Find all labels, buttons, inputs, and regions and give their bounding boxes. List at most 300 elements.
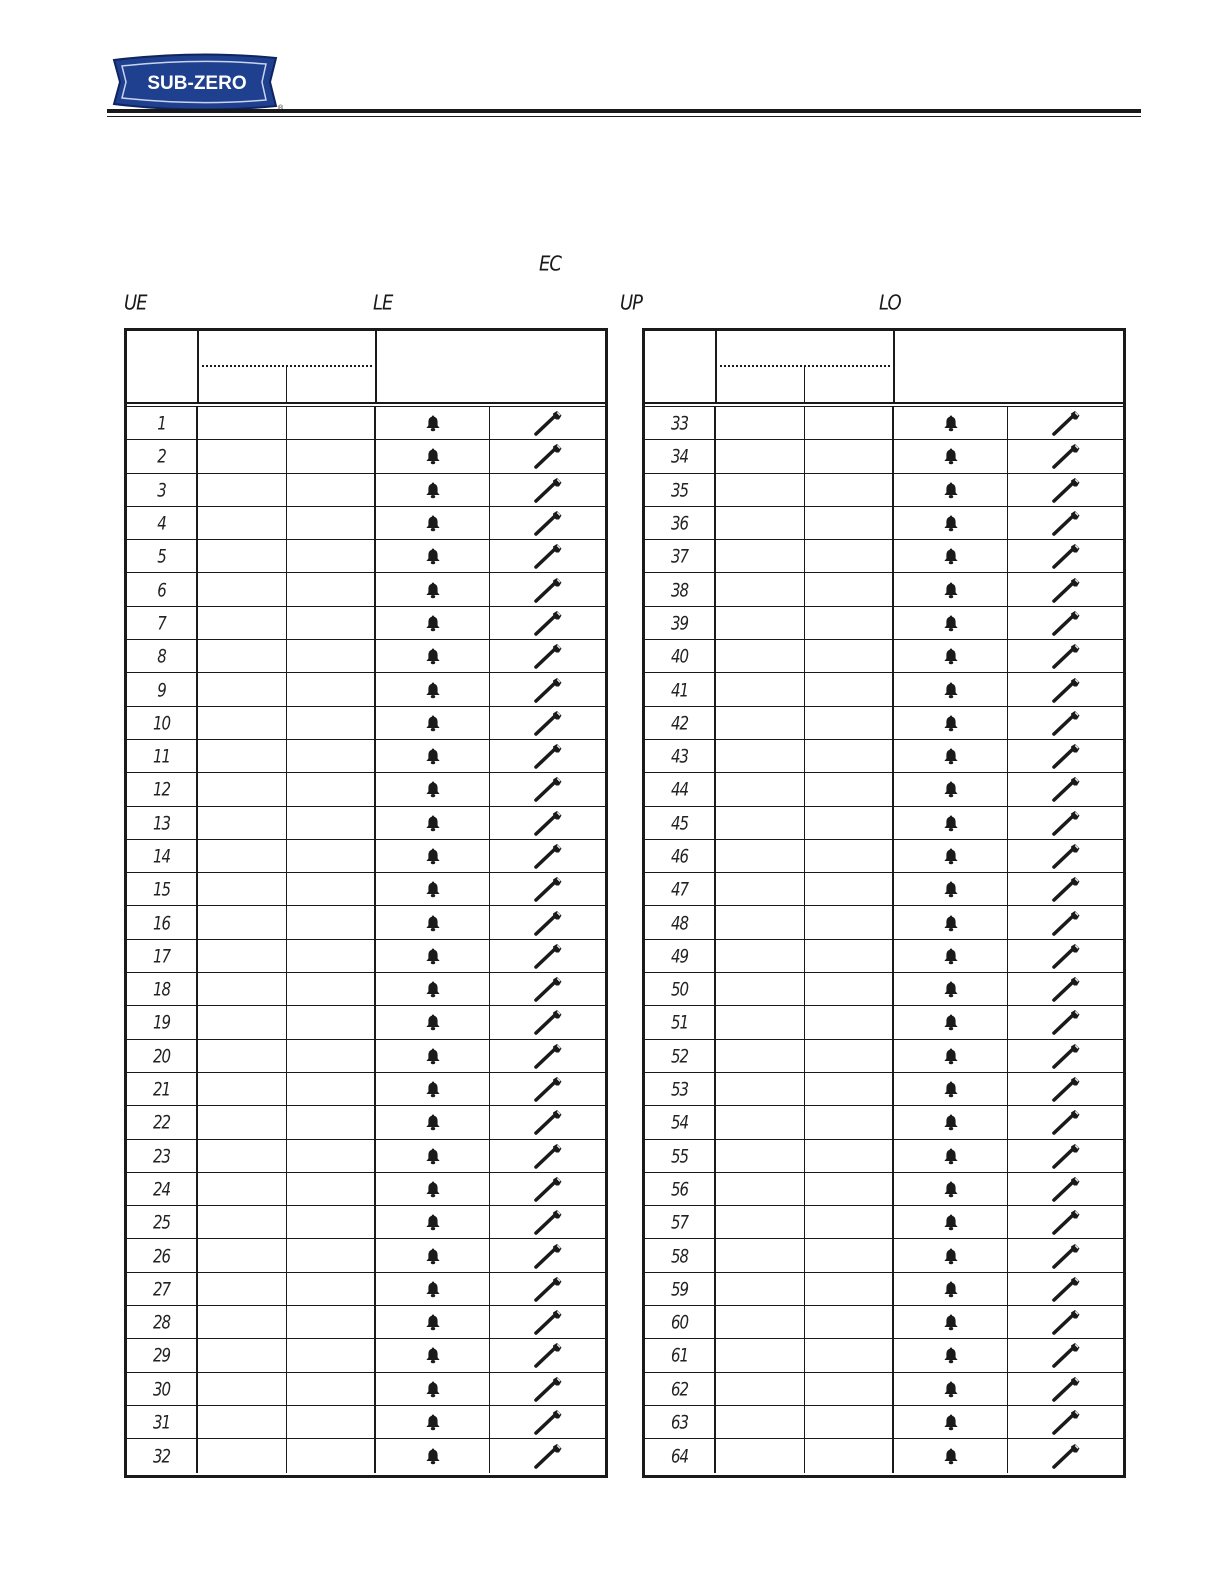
wrench-icon (533, 1109, 563, 1135)
entry-cell (287, 773, 376, 805)
service-cell (490, 1140, 605, 1172)
bell-icon (425, 647, 441, 665)
service-cell (1008, 1173, 1123, 1205)
wrench-icon (1051, 943, 1081, 969)
row-number-cell (645, 973, 716, 1005)
entry-cell (198, 1306, 287, 1338)
row-number: 57 (670, 1211, 689, 1234)
entry-cell (805, 1006, 894, 1038)
table-row (127, 1239, 605, 1272)
entry-cell (198, 773, 287, 805)
bell-icon (943, 747, 959, 765)
table-header (645, 331, 1123, 403)
bell-icon (943, 481, 959, 499)
entry-cell (287, 1306, 376, 1338)
table-row (127, 1106, 605, 1139)
row-number: 26 (152, 1244, 171, 1267)
row-number-cell (645, 773, 716, 805)
wrench-icon (533, 710, 563, 736)
wrench-icon (533, 1243, 563, 1269)
service-cell (1008, 440, 1123, 472)
alarm-cell (376, 1140, 490, 1172)
row-number: 25 (152, 1211, 171, 1234)
entry-cell (198, 1006, 287, 1038)
bell-icon (943, 514, 959, 532)
entry-cell (805, 740, 894, 772)
service-cell (1008, 1106, 1123, 1138)
alarm-cell (894, 440, 1008, 472)
row-number-cell (645, 607, 716, 639)
bell-icon (425, 980, 441, 998)
entry-cell (198, 1339, 287, 1371)
bell-icon (425, 847, 441, 865)
entry-cell (287, 474, 376, 506)
alarm-cell (894, 840, 1008, 872)
service-cell (490, 773, 605, 805)
entry-cell (716, 1106, 805, 1138)
row-number: 34 (670, 445, 689, 468)
table-row (127, 440, 605, 473)
bell-icon (425, 1147, 441, 1165)
alarm-cell (894, 773, 1008, 805)
code-ec: EC (539, 252, 561, 277)
wrench-icon (533, 443, 563, 469)
wrench-icon (1051, 710, 1081, 736)
wrench-icon (533, 743, 563, 769)
entry-cell (198, 640, 287, 672)
bell-icon (943, 1080, 959, 1098)
service-cell (1008, 873, 1123, 905)
alarm-cell (376, 773, 490, 805)
wrench-icon (1051, 976, 1081, 1002)
entry-cell (805, 540, 894, 572)
service-cell (490, 607, 605, 639)
alarm-cell (894, 573, 1008, 605)
service-cell (1008, 906, 1123, 938)
table-row (645, 407, 1123, 440)
row-number: 30 (152, 1377, 171, 1400)
bell-icon (425, 1113, 441, 1131)
alarm-cell (376, 673, 490, 705)
table-row (645, 773, 1123, 806)
bell-icon (943, 581, 959, 599)
row-number-cell (127, 906, 198, 938)
entry-cell (805, 407, 894, 439)
row-number-cell (645, 1439, 716, 1472)
wrench-icon (533, 577, 563, 603)
alarm-cell (376, 1273, 490, 1305)
table-row (127, 573, 605, 606)
entry-cell (287, 807, 376, 839)
entry-cell (716, 607, 805, 639)
entry-cell (287, 440, 376, 472)
row-number-cell (645, 1206, 716, 1238)
alarm-cell (376, 573, 490, 605)
entry-cell (287, 540, 376, 572)
service-cell (1008, 507, 1123, 539)
row-number: 52 (670, 1044, 689, 1068)
service-cell (490, 873, 605, 905)
row-number: 19 (152, 1011, 171, 1034)
row-number-cell (127, 573, 198, 605)
service-cell (490, 1206, 605, 1238)
wrench-icon (1051, 1309, 1081, 1335)
table-row (127, 474, 605, 507)
table-row (127, 1273, 605, 1306)
bell-icon (425, 947, 441, 965)
wrench-icon (1051, 1409, 1081, 1435)
alarm-cell (376, 1439, 490, 1472)
entry-cell (198, 1439, 287, 1472)
entry-cell (805, 1273, 894, 1305)
alarm-cell (376, 707, 490, 739)
entry-cell (716, 1140, 805, 1172)
bell-icon (943, 1346, 959, 1364)
service-cell (1008, 1373, 1123, 1405)
entry-cell (287, 1373, 376, 1405)
service-cell (1008, 1006, 1123, 1038)
row-number-cell (127, 1273, 198, 1305)
row-number-cell (645, 1306, 716, 1338)
alarm-cell (894, 973, 1008, 1005)
row-number-cell (127, 407, 198, 439)
bell-icon (943, 980, 959, 998)
row-number: 51 (670, 1011, 689, 1034)
alarm-cell (376, 1006, 490, 1038)
row-number-cell (645, 1073, 716, 1105)
entry-cell (716, 1239, 805, 1271)
row-number-cell (127, 1106, 198, 1138)
alarm-cell (376, 1406, 490, 1438)
entry-cell (198, 906, 287, 938)
table-row (645, 640, 1123, 673)
alarm-cell (894, 1273, 1008, 1305)
wrench-icon (533, 1076, 563, 1102)
row-number-cell (127, 1239, 198, 1271)
row-number-cell (645, 1173, 716, 1205)
table-row (127, 1040, 605, 1073)
table-row (127, 673, 605, 706)
bell-icon (943, 814, 959, 832)
entry-cell (287, 707, 376, 739)
bell-icon (943, 1113, 959, 1131)
wrench-icon (1051, 743, 1081, 769)
table-row (645, 807, 1123, 840)
entry-cell (805, 440, 894, 472)
service-cell (1008, 773, 1123, 805)
alarm-cell (376, 1040, 490, 1072)
row-number: 9 (157, 678, 166, 701)
entry-cell (287, 1406, 376, 1438)
entry-cell (198, 707, 287, 739)
bell-icon (425, 514, 441, 532)
alarm-cell (376, 1073, 490, 1105)
row-number: 38 (670, 578, 689, 601)
bell-icon (943, 880, 959, 898)
service-cell (490, 1073, 605, 1105)
entry-cell (287, 1439, 376, 1472)
entry-cell (716, 1406, 805, 1438)
row-number-cell (127, 807, 198, 839)
table-row (645, 1373, 1123, 1406)
alarm-cell (376, 540, 490, 572)
alarm-cell (894, 1040, 1008, 1072)
row-number: 20 (152, 1044, 171, 1068)
row-number: 23 (152, 1144, 171, 1167)
wrench-icon (533, 876, 563, 902)
service-cell (490, 1239, 605, 1271)
entry-cell (287, 673, 376, 705)
table-header (127, 331, 605, 403)
table-row (127, 840, 605, 873)
table-row (127, 1173, 605, 1206)
entry-cell (287, 1073, 376, 1105)
entry-cell (287, 1140, 376, 1172)
alarm-cell (894, 540, 1008, 572)
entry-cell (716, 707, 805, 739)
entry-cell (805, 507, 894, 539)
entry-cell (805, 873, 894, 905)
alarm-cell (376, 940, 490, 972)
row-number: 18 (152, 977, 171, 1001)
alarm-cell (376, 807, 490, 839)
alarm-cell (894, 1106, 1008, 1138)
service-cell (490, 540, 605, 572)
table-row (645, 1239, 1123, 1272)
service-cell (1008, 707, 1123, 739)
row-number: 50 (670, 977, 689, 1001)
entry-cell (716, 1073, 805, 1105)
table-row (127, 1339, 605, 1372)
row-number-cell (127, 507, 198, 539)
bell-icon (425, 547, 441, 565)
table-row (127, 906, 605, 939)
service-cell (1008, 1339, 1123, 1371)
entry-cell (716, 507, 805, 539)
alarm-cell (376, 1339, 490, 1371)
wrench-icon (1051, 876, 1081, 902)
entry-cell (716, 773, 805, 805)
alarm-cell (376, 640, 490, 672)
row-number: 55 (670, 1144, 689, 1167)
alarm-cell (376, 840, 490, 872)
entry-cell (805, 707, 894, 739)
service-cell (1008, 840, 1123, 872)
row-number: 10 (152, 711, 171, 735)
row-number: 32 (152, 1444, 171, 1468)
entry-cell (805, 1339, 894, 1371)
entry-cell (198, 1406, 287, 1438)
row-number-cell (127, 440, 198, 472)
entry-cell (716, 940, 805, 972)
wrench-icon (533, 1409, 563, 1435)
alarm-cell (894, 1373, 1008, 1405)
bell-icon (943, 681, 959, 699)
entry-cell (198, 1106, 287, 1138)
entry-cell (805, 573, 894, 605)
row-number-cell (645, 1239, 716, 1271)
table-row (645, 873, 1123, 906)
entry-cell (716, 673, 805, 705)
bell-icon (425, 714, 441, 732)
alarm-cell (376, 474, 490, 506)
row-number: 17 (152, 944, 171, 968)
row-number-cell (645, 840, 716, 872)
entry-cell (716, 573, 805, 605)
row-number: 41 (670, 678, 689, 701)
row-number: 60 (670, 1310, 689, 1334)
entry-cell (287, 607, 376, 639)
table-row (645, 1306, 1123, 1339)
alarm-cell (376, 1239, 490, 1271)
table-row (127, 807, 605, 840)
entry-cell (716, 1439, 805, 1472)
entry-cell (805, 640, 894, 672)
entry-cell (198, 1040, 287, 1072)
bell-icon (425, 481, 441, 499)
bell-icon (943, 1180, 959, 1198)
code-lo: LO (879, 291, 901, 316)
bell-icon (943, 547, 959, 565)
row-number: 62 (670, 1377, 689, 1400)
bell-icon (425, 747, 441, 765)
alarm-cell (376, 873, 490, 905)
entry-cell (198, 673, 287, 705)
row-number: 46 (670, 844, 689, 868)
table-row (127, 973, 605, 1006)
entry-cell (287, 640, 376, 672)
entry-cell (198, 873, 287, 905)
row-number-cell (127, 540, 198, 572)
wrench-icon (533, 1143, 563, 1169)
wrench-icon (1051, 1109, 1081, 1135)
entry-cell (287, 906, 376, 938)
row-number: 14 (152, 844, 171, 868)
row-number: 3 (157, 478, 166, 501)
bell-icon (425, 1280, 441, 1298)
service-cell (490, 1106, 605, 1138)
service-cell (490, 507, 605, 539)
service-cell (1008, 940, 1123, 972)
row-number: 35 (670, 478, 689, 501)
entry-cell (198, 1373, 287, 1405)
entry-cell (287, 507, 376, 539)
bell-icon (425, 1346, 441, 1364)
entry-cell (198, 440, 287, 472)
row-number-cell (645, 573, 716, 605)
row-number-cell (645, 940, 716, 972)
row-number-cell (645, 507, 716, 539)
table-row (645, 1273, 1123, 1306)
wrench-icon (533, 510, 563, 536)
alarm-cell (376, 973, 490, 1005)
alarm-cell (894, 607, 1008, 639)
row-number-cell (645, 873, 716, 905)
entry-cell (198, 740, 287, 772)
wrench-icon (533, 1009, 563, 1035)
entry-cell (716, 906, 805, 938)
service-cell (490, 440, 605, 472)
row-number-cell (645, 474, 716, 506)
fault-log-table-left (124, 328, 608, 1478)
table-row (645, 1173, 1123, 1206)
entry-cell (805, 1306, 894, 1338)
table-row (645, 707, 1123, 740)
bell-icon (943, 1280, 959, 1298)
logo-text: SUB-ZERO (147, 73, 247, 94)
row-number-cell (127, 673, 198, 705)
entry-cell (287, 573, 376, 605)
row-number: 45 (670, 811, 689, 834)
wrench-icon (1051, 1176, 1081, 1202)
row-number-cell (645, 807, 716, 839)
entry-cell (287, 940, 376, 972)
bell-icon (943, 1147, 959, 1165)
service-cell (490, 1339, 605, 1371)
service-cell (490, 640, 605, 672)
entry-cell (805, 940, 894, 972)
entry-cell (287, 873, 376, 905)
service-cell (1008, 607, 1123, 639)
entry-cell (716, 640, 805, 672)
row-number-cell (127, 1173, 198, 1205)
bell-icon (425, 880, 441, 898)
entry-cell (805, 1406, 894, 1438)
bell-icon (425, 1413, 441, 1431)
fault-log-table-right (642, 328, 1126, 1478)
entry-cell (287, 1173, 376, 1205)
wrench-icon (1051, 843, 1081, 869)
service-cell (490, 1006, 605, 1038)
entry-cell (805, 1073, 894, 1105)
alarm-cell (894, 507, 1008, 539)
entry-cell (198, 407, 287, 439)
wrench-icon (533, 1276, 563, 1302)
wrench-icon (1051, 510, 1081, 536)
row-number: 44 (670, 778, 689, 801)
wrench-icon (533, 943, 563, 969)
bell-icon (425, 581, 441, 599)
alarm-cell (894, 474, 1008, 506)
wrench-icon (1051, 1076, 1081, 1102)
row-number-cell (645, 1140, 716, 1172)
wrench-icon (1051, 1043, 1081, 1069)
row-number: 7 (157, 611, 166, 635)
row-number: 29 (152, 1344, 171, 1367)
entry-cell (287, 1006, 376, 1038)
table-row (645, 906, 1123, 939)
wrench-icon (1051, 1209, 1081, 1235)
entry-cell (198, 1273, 287, 1305)
entry-cell (198, 507, 287, 539)
service-cell (1008, 407, 1123, 439)
service-cell (1008, 1040, 1123, 1072)
entry-cell (287, 1206, 376, 1238)
wrench-icon (1051, 677, 1081, 703)
table-row (127, 873, 605, 906)
wrench-icon (1051, 910, 1081, 936)
entry-cell (716, 840, 805, 872)
bell-icon (943, 1313, 959, 1331)
alarm-cell (376, 440, 490, 472)
wrench-icon (1051, 1009, 1081, 1035)
alarm-cell (894, 1439, 1008, 1472)
row-number-cell (127, 1339, 198, 1371)
wrench-icon (533, 843, 563, 869)
table-row (127, 407, 605, 440)
row-number: 33 (670, 411, 689, 435)
service-cell (490, 807, 605, 839)
